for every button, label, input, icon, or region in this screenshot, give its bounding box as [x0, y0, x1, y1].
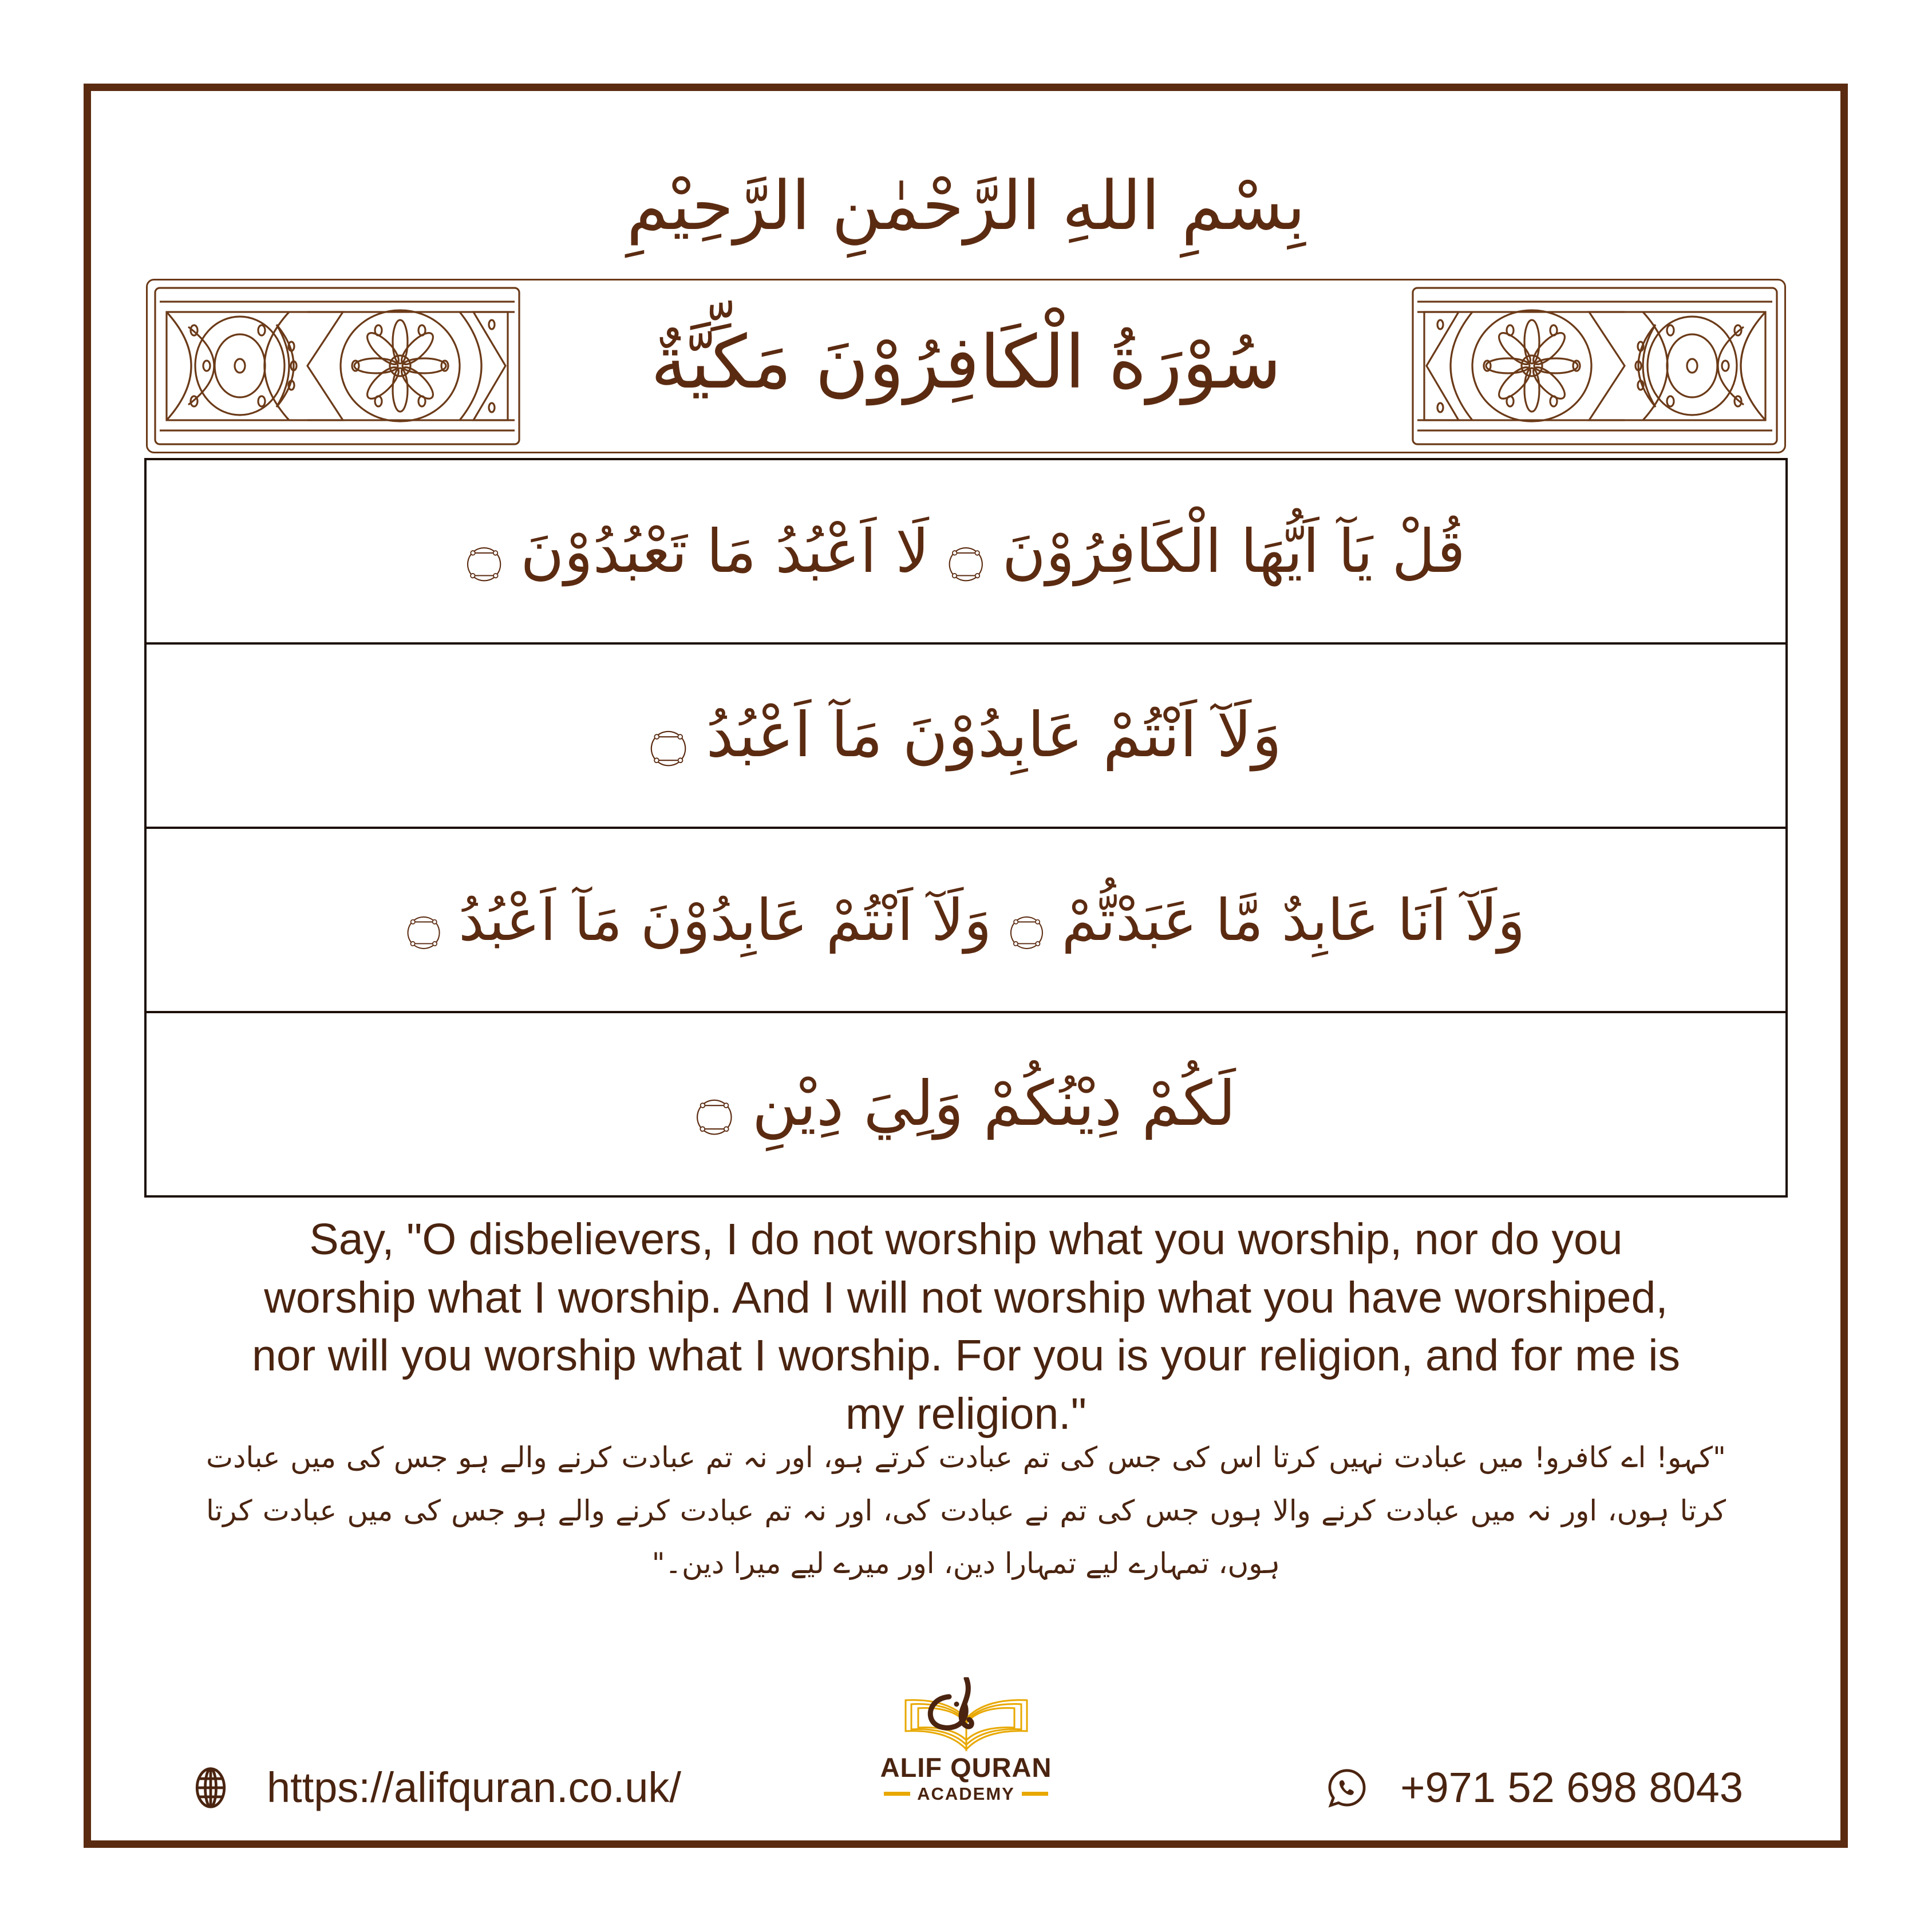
verse-row: [147, 829, 1785, 1013]
arabesque-ornament-left: [154, 287, 520, 445]
verse-block: [144, 458, 1788, 1198]
verse-row: [147, 1013, 1785, 1198]
verse-row: [147, 460, 1785, 645]
bismillah-text: بِسْمِ اللهِ الرَّحْمٰنِ الرَّحِيْمِ: [626, 166, 1306, 245]
footer-phone[interactable]: [1325, 1766, 1743, 1809]
urdu-translation: "کہو! اے کافرو! میں عبادت نہیں کرتا اس کی جس کی تم عبادت کرتے ہو، اور نہ تم عبادت کرنے والے ہو جس کی میں عبادت کرتا ہوں، اور نہ میں عبادت کرنے والا ہوں جس کی تم نے عبادت کی، اور نہ تم عبادت کرنے والے ہو جس کی میں عبادت کرتا ہوں، تمہارے لیے تمہارا دین، اور میرے لیے میرا دین۔": [206, 1441, 1726, 1580]
whatsapp-icon: [1325, 1766, 1369, 1809]
phone-number[interactable]: +971 52 698 8043: [1400, 1764, 1743, 1811]
surah-title: سُوْرَةُ الْكَافِرُوْنَ مَكِّيَّةٌ: [650, 320, 1282, 406]
verse-row: [147, 645, 1785, 829]
surah-title-bar: [146, 279, 1786, 453]
verse-text-3: وَلَآ اَنَا عَابِدٌ مَّا عَبَدْتُّمْ ۝ وَلَآ اَنْتُمْ عَابِدُوْنَ مَآ اَعْبُدُ ۝: [406, 886, 1526, 954]
brand-logo: [872, 1677, 1061, 1803]
globe-icon: [189, 1766, 232, 1809]
verse-text-2: وَلَآ اَنْتُمْ عَابِدُوْنَ مَآ اَعْبُدُ ۝: [650, 700, 1282, 772]
logo-name: ALIF QURAN: [880, 1752, 1052, 1783]
logo-dash-left: [884, 1792, 910, 1796]
verse-text-4: لَكُمْ دِيْنُكُمْ وَلِيَ دِيْنِ ۝: [696, 1068, 1236, 1140]
english-translation: Say, "O disbelievers, I do not worship what you worship, nor do you worship what I worship. And I will not worship what you have worshiped, nor will you worship what I worship. For you is your religion, and for me is my religion.": [252, 1215, 1680, 1439]
verse-text-1: قُلْ يَآ اَيُّهَا الْكَافِرُوْنَ ۝ لَا اَعْبُدُ مَا تَعْبُدُوْنَ ۝: [467, 516, 1465, 586]
logo-dash-right: [1022, 1792, 1048, 1796]
logo-subtitle-row: [872, 1785, 1061, 1803]
alif-book-icon: [880, 1677, 1052, 1753]
footer-website[interactable]: [189, 1766, 681, 1809]
website-url[interactable]: https://alifquran.co.uk/: [267, 1764, 681, 1811]
logo-subtitle: ACADEMY: [917, 1784, 1015, 1804]
logo-mark: [880, 1677, 1052, 1753]
arabesque-ornament-right: [1412, 287, 1778, 445]
